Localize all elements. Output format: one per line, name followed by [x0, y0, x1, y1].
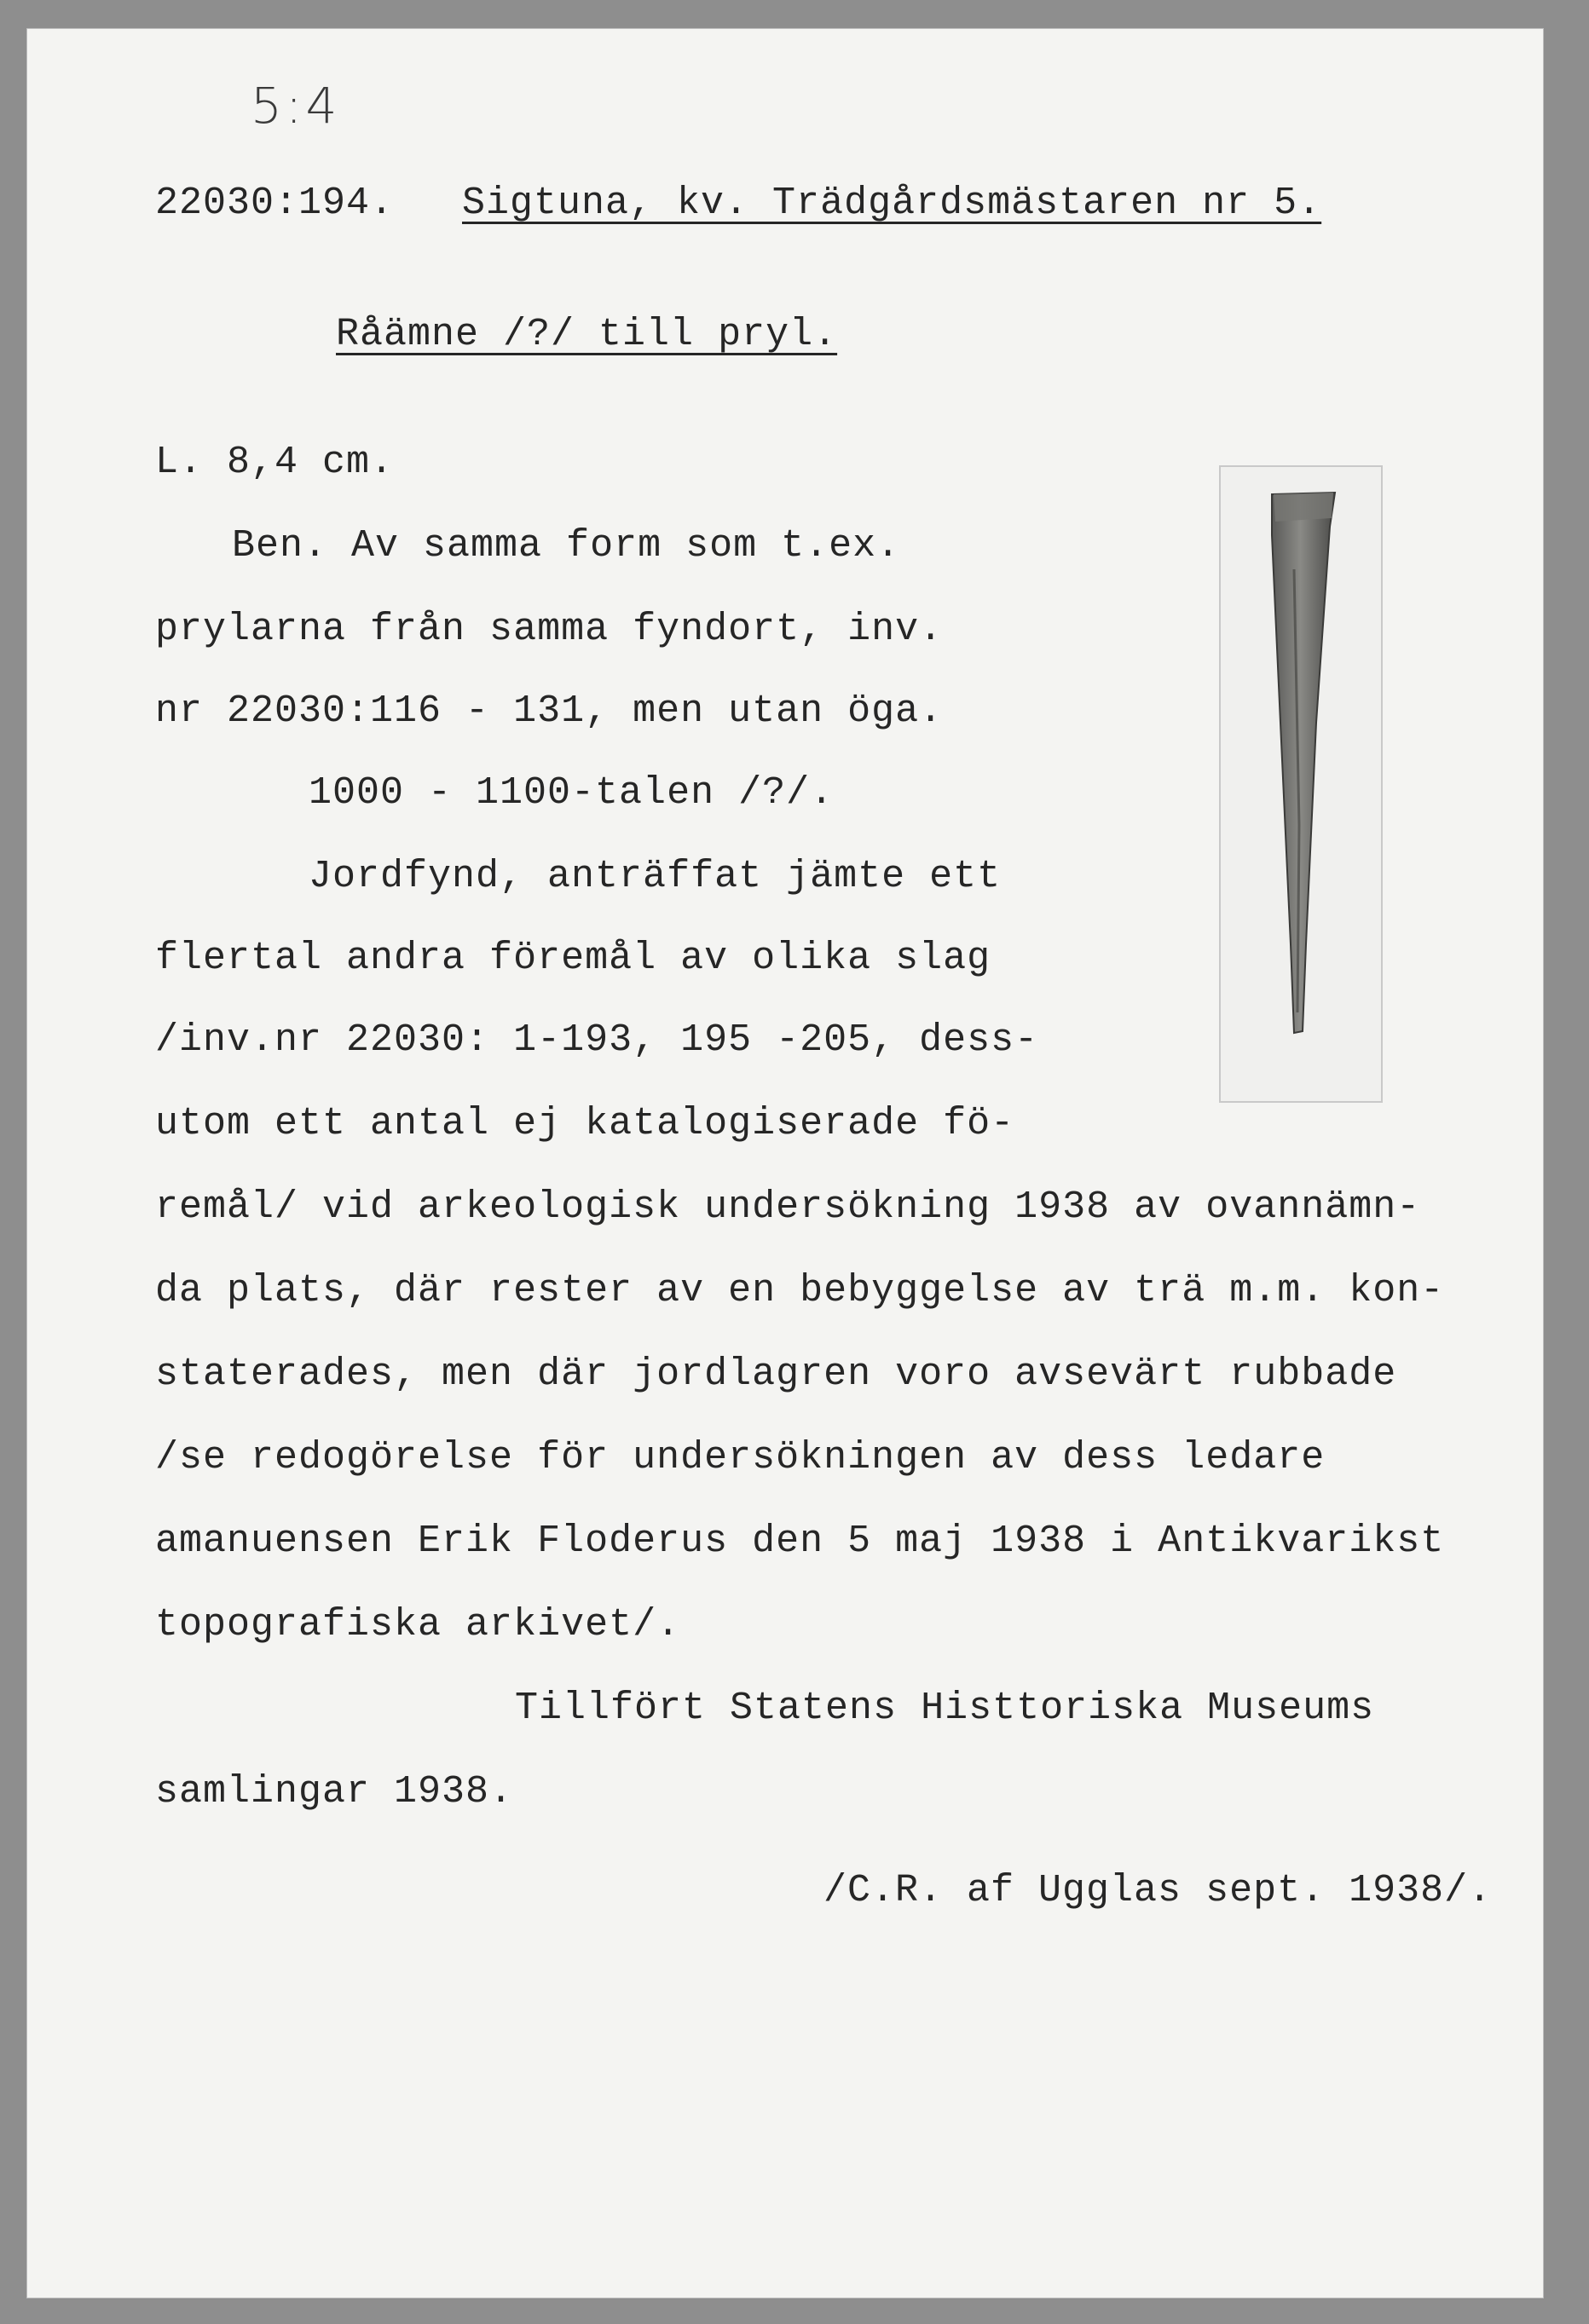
object-length: L. 8,4 cm.	[155, 441, 395, 484]
artifact-photo	[1219, 465, 1383, 1103]
find-location: Sigtuna, kv. Trädgårdsmästaren nr 5.	[462, 182, 1322, 225]
description-line: remål/ vid arkeologisk undersökning 1938 av ovannämn-	[155, 1185, 1421, 1229]
description-line: staterades, men där jordlagren voro avsevärt rubbade	[155, 1352, 1397, 1396]
description-line: prylarna från samma fyndort, inv.	[155, 608, 944, 651]
description-line: amanuensen Erik Floderus den 5 maj 1938 i Antikvarikst	[155, 1520, 1445, 1563]
description-line: da plats, där rester av en bebyggelse av trä m.m. kon-	[155, 1269, 1445, 1312]
description-line: Ben. Av samma form som t.ex.	[232, 524, 901, 568]
dating-line: 1000 - 1100-talen /?/.	[309, 771, 835, 815]
description-line: Jordfynd, anträffat jämte ett	[309, 855, 1002, 898]
description-line: utom ett antal ej katalogiserade fö-	[155, 1102, 1015, 1145]
signature: /C.R. af Ugglas sept. 1938/.	[823, 1869, 1493, 1912]
inventory-number: 22030:194.	[155, 182, 395, 225]
description-line: /se redogörelse för undersökningen av dess ledare	[155, 1436, 1326, 1479]
accession-line: Tillfört Statens Histtoriska Museums	[515, 1687, 1375, 1730]
description-line: nr 22030:116 - 131, men utan öga.	[155, 689, 944, 733]
description-line: flertal andra föremål av olika slag	[155, 937, 991, 980]
object-title: Råämne /?/ till pryl.	[336, 313, 838, 356]
description-line: /inv.nr 22030: 1-193, 195 -205, dess-	[155, 1018, 1039, 1062]
catalog-card	[27, 29, 1543, 2298]
description-line: topografiska arkivet/.	[155, 1603, 681, 1646]
accession-line: samlingar 1938.	[155, 1770, 514, 1814]
handwritten-reference: 5:4	[251, 77, 341, 135]
bone-awl-blank-image	[1221, 467, 1381, 1101]
